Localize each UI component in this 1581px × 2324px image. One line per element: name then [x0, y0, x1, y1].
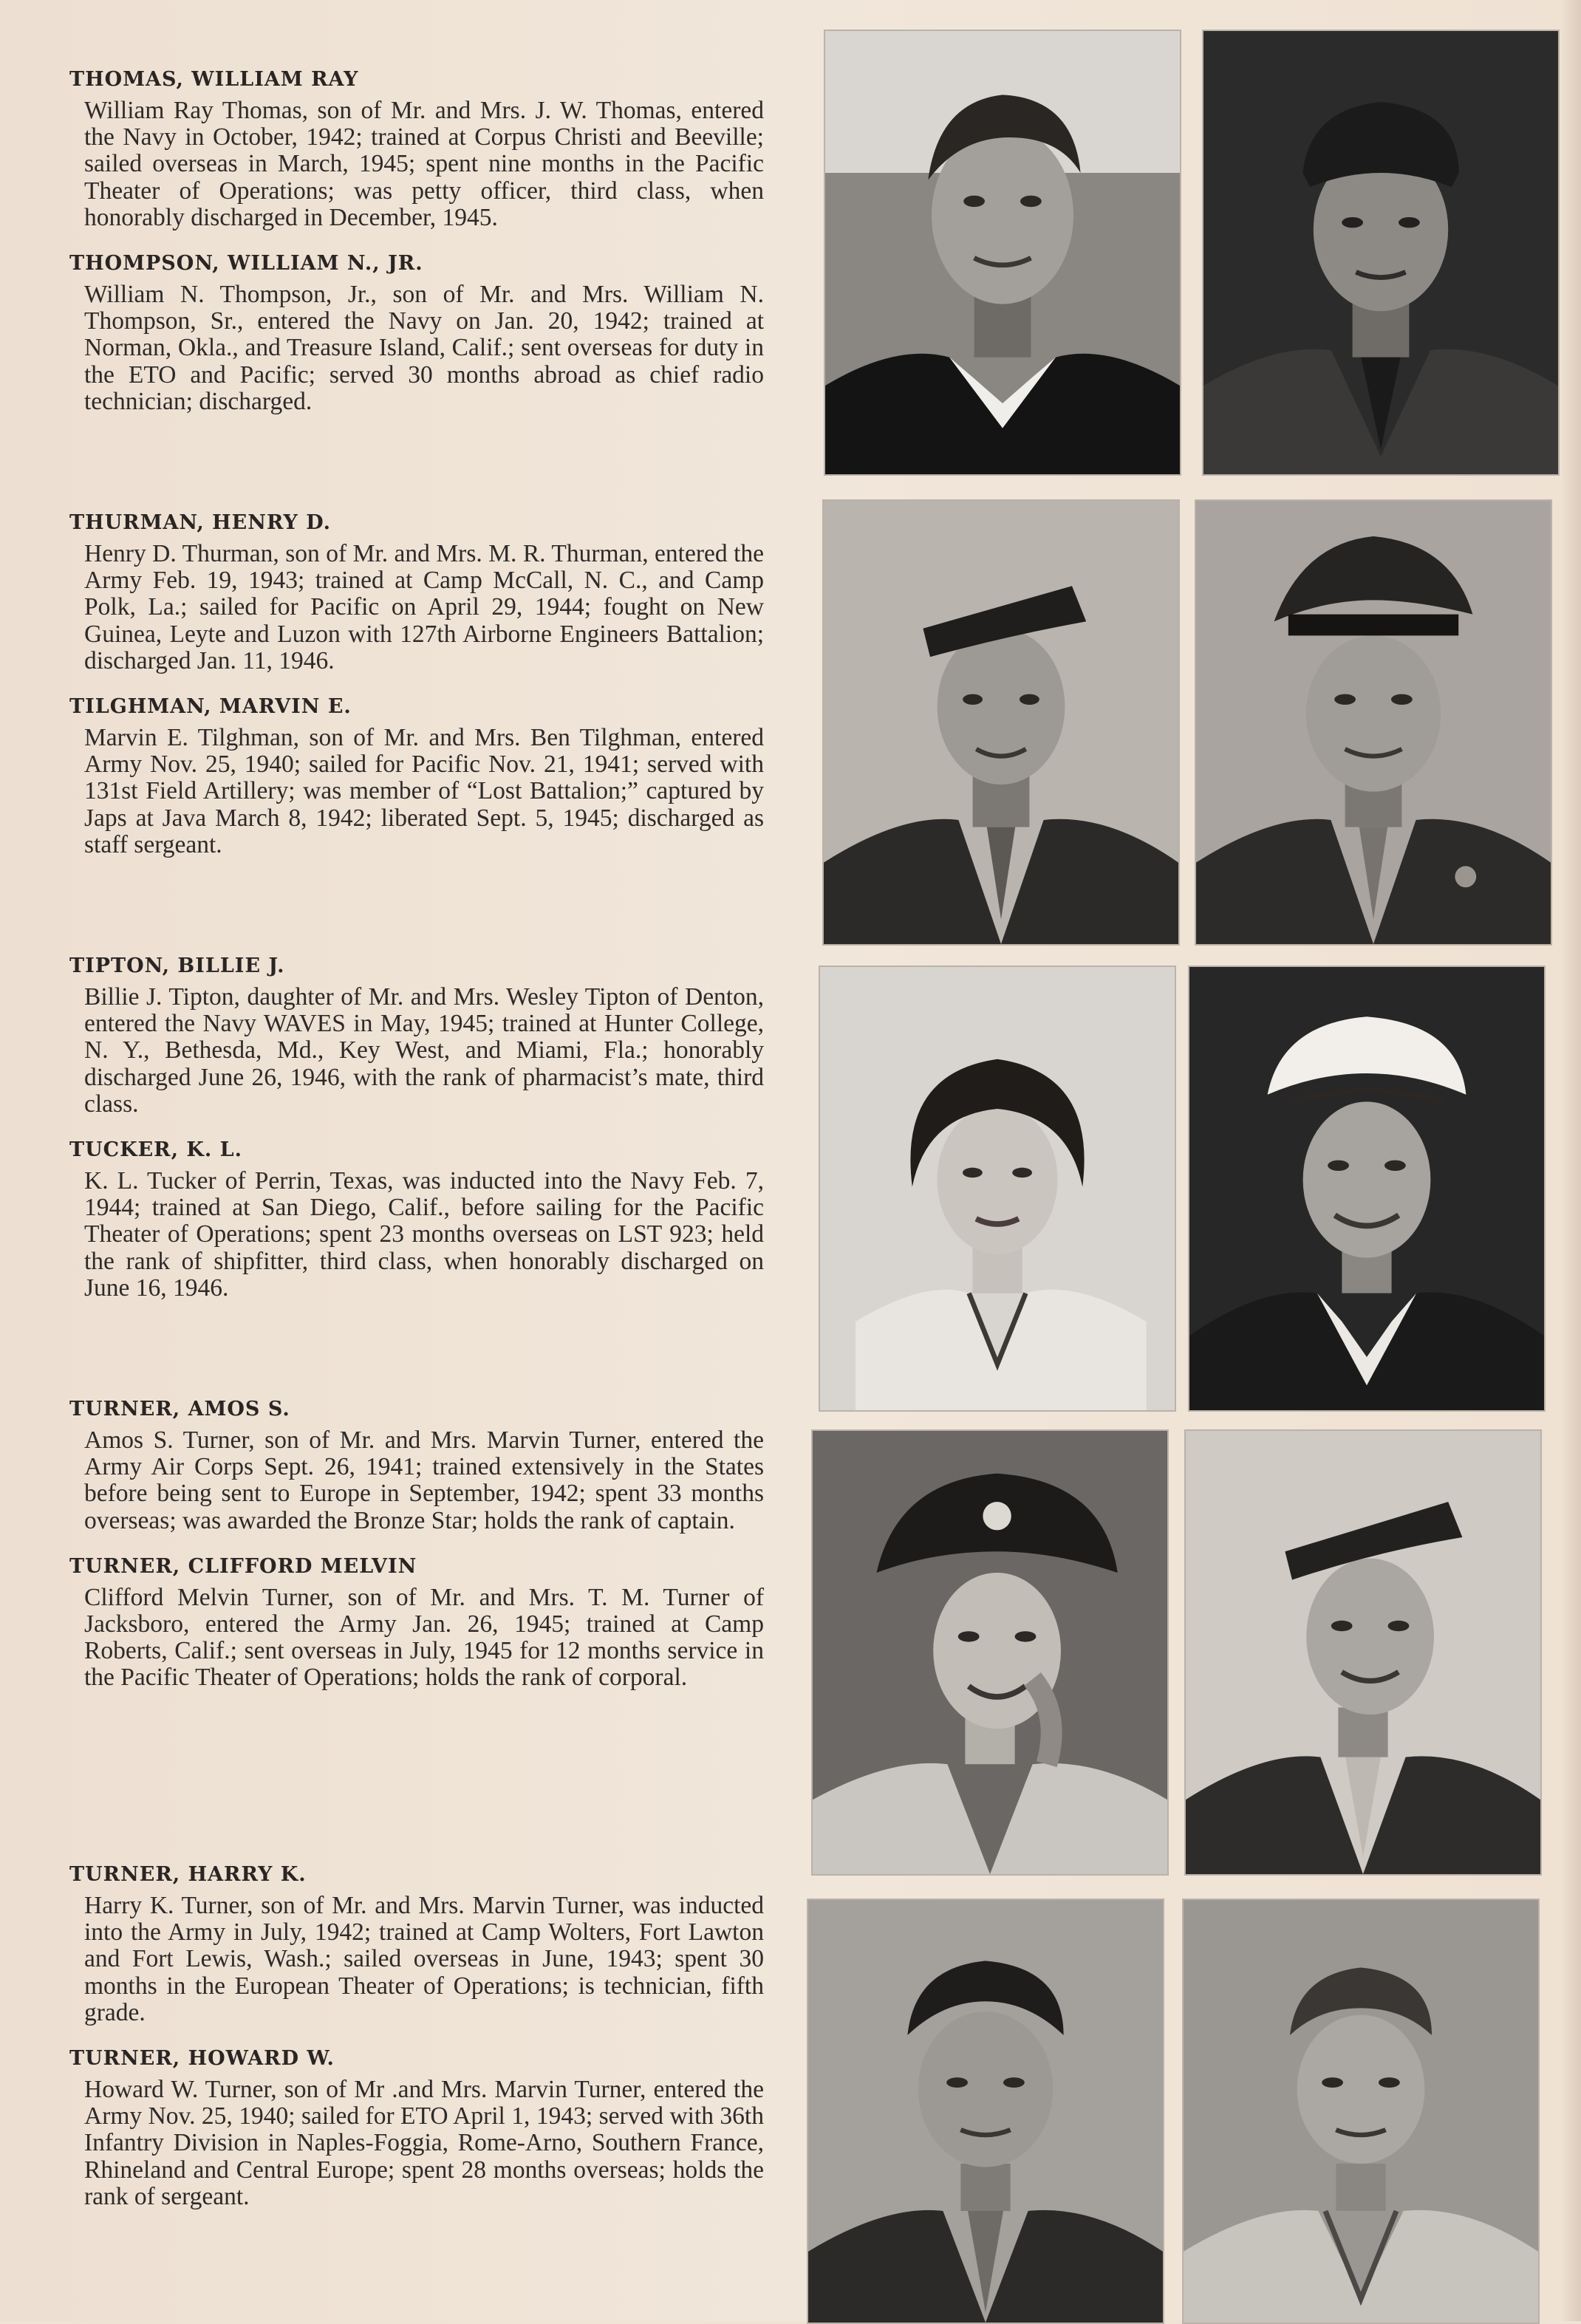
portrait-photo-turner-howard: [1182, 1898, 1540, 2324]
entry-tucker: [52, 1137, 764, 1302]
entry-thurman: [52, 510, 764, 674]
entry-name: TIPTON, BILLIE J.: [69, 954, 285, 977]
entry-name: TILGHMAN, MARVIN E.: [69, 695, 352, 719]
portrait-photo-tipton: [819, 966, 1176, 1412]
entry-group-2: [52, 510, 764, 878]
entry-group-1: [52, 66, 764, 434]
entry-turner-clifford: [52, 1554, 764, 1692]
entry-thomas: [52, 66, 764, 231]
entry-turner-howard: [52, 2046, 764, 2210]
entry-name: THURMAN, HENRY D.: [69, 511, 332, 534]
portrait-photo-thomas: [824, 30, 1181, 476]
entry-name: TURNER, CLIFFORD MELVIN: [69, 1554, 417, 1578]
entry-bio: Marvin E. Tilghman, son of Mr. and Mrs. Ben Tilghman, entered Army Nov. 25, 1940; sailed for Pacific Nov. 21, 1941; served with 131st Field Artillery; was member of “Lost Battalion;” captured by Japs at Java March 8, 1942; liberated Sept. 5, 1945; discharged as staff sergeant.: [84, 724, 764, 858]
entry-name: TUCKER, K. L.: [69, 1138, 243, 1162]
portrait-photo-tucker: [1188, 966, 1546, 1412]
entry-group-4: [52, 1396, 764, 1711]
entry-bio: William N. Thompson, Jr., son of Mr. and Mrs. William N. Thompson, Sr., entered the Navy on Jan. 20, 1942; trained at Norman, Okla., and Treasure Island, Calif.; sent overseas for duty in the ETO and Pacific; served 30 months abroad as chief radio technician; discharged.: [84, 281, 764, 415]
entry-tilghman: [52, 694, 764, 858]
entry-bio: Henry D. Thurman, son of Mr. and Mrs. M. R. Thurman, entered the Army Feb. 19, 1943; trained at Camp McCall, N. C., and Camp Polk, La.; sailed for Pacific on April 29, 1944; fought on New Guinea, Leyte and Luzon with 127th Airborne Engineers Battalion; discharged Jan. 11, 1946.: [84, 540, 764, 674]
entry-name: THOMPSON, WILLIAM N., JR.: [69, 252, 423, 276]
entry-tipton: [52, 953, 764, 1118]
entry-name: THOMAS, WILLIAM RAY: [69, 68, 359, 91]
entry-name: TURNER, HOWARD W.: [69, 2047, 335, 2071]
entry-group-3: [52, 953, 764, 1321]
entry-bio: Harry K. Turner, son of Mr. and Mrs. Marvin Turner, was inducted into the Army in July, 1942; trained at Camp Wolters, Fort Lawton and Fort Lewis, Wash.; sailed overseas in June, 1943; spent 30 months in the European Theater of Operations; is technician, fifth grade.: [84, 1892, 764, 2026]
biography-column: [52, 66, 764, 2305]
portrait-photo-thurman: [822, 499, 1180, 946]
entry-thompson: [52, 250, 764, 415]
portrait-photo-turner-harry: [807, 1898, 1164, 2324]
entry-turner-harry: [52, 1862, 764, 2026]
portrait-photo-turner-clifford: [1184, 1429, 1542, 1876]
entry-bio: Amos S. Turner, son of Mr. and Mrs. Marvin Turner, entered the Army Air Corps Sept. 26, 1941; trained extensively in the States before being sent to Europe in September, 1942; spent 33 months overseas; was awarded the Bronze Star; holds the rank of captain.: [84, 1426, 764, 1534]
entry-turner-amos: [52, 1396, 764, 1534]
entry-bio: William Ray Thomas, son of Mr. and Mrs. J. W. Thomas, entered the Navy in October, 1942; trained at Corpus Christi and Beeville; sailed overseas in March, 1945; spent nine months in the Pacific Theater of Operations; was petty officer, third class, when honorably discharged in December, 1945.: [84, 97, 764, 231]
entry-group-5: [52, 1862, 764, 2229]
entry-bio: Howard W. Turner, son of Mr .and Mrs. Marvin Turner, entered the Army Nov. 25, 1940; sailed for ETO April 1, 1943; served with 36th Infantry Division in Naples-Foggia, Rome-Arno, Southern France, Rhineland and Central Europe; spent 28 months overseas; holds the rank of sergeant.: [84, 2076, 764, 2210]
portrait-photo-thompson: [1202, 30, 1560, 476]
entry-name: TURNER, HARRY K.: [69, 1863, 307, 1886]
page-edge-shadow: [1560, 0, 1581, 2321]
entry-bio: K. L. Tucker of Perrin, Texas, was inducted into the Navy Feb. 7, 1944; trained at San Diego, Calif., before sailing for the Pacific Theater of Operations; spent 23 months overseas on LST 923; held the rank of shipfitter, third class, when honorably discharged on June 16, 1946.: [84, 1167, 764, 1302]
portrait-photo-tilghman: [1195, 499, 1552, 946]
portrait-photo-turner-amos: [811, 1429, 1169, 1876]
entry-bio: Billie J. Tipton, daughter of Mr. and Mrs. Wesley Tipton of Denton, entered the Navy WAVES in May, 1945; trained at Hunter College, N. Y., Bethesda, Md., Key West, and Miami, Fla.; honorably discharged June 26, 1946, with the rank of pharmacist’s mate, third class.: [84, 983, 764, 1118]
entry-bio: Clifford Melvin Turner, son of Mr. and Mrs. T. M. Turner of Jacksboro, entered the Army Jan. 26, 1945; trained at Camp Roberts, Calif.; sent overseas in July, 1945 for 12 months service in the Pacific Theater of Operations; holds the rank of corporal.: [84, 1583, 764, 1692]
entry-name: TURNER, AMOS S.: [69, 1398, 290, 1421]
